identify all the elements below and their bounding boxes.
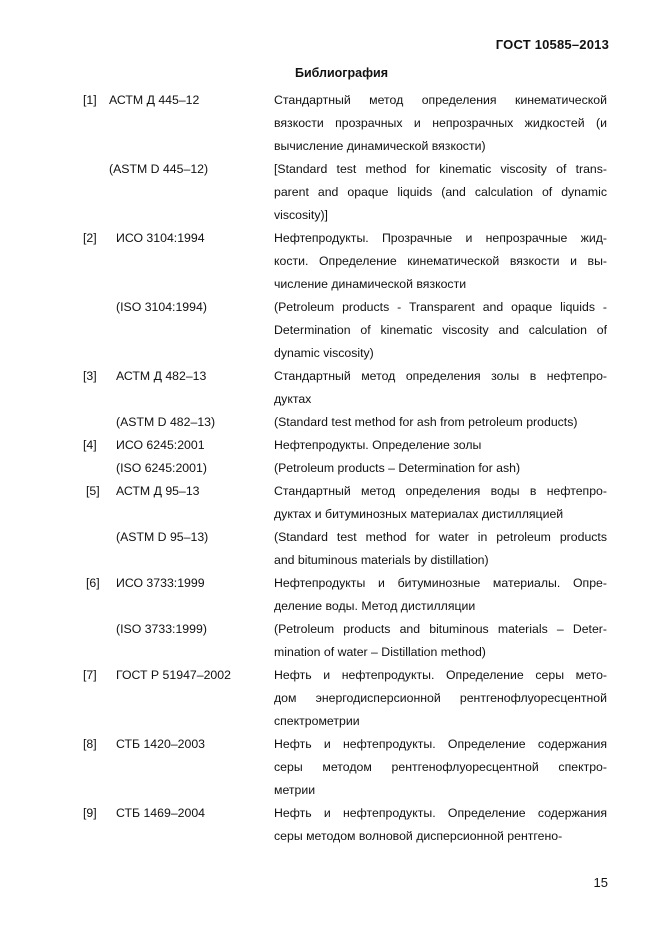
entry-description	[274, 526, 607, 572]
entry-standard-code: АСТМ Д 95–13	[116, 484, 200, 498]
entry-number: [7]	[83, 668, 97, 682]
description-line: mination of water – Distillation method)	[274, 645, 486, 659]
description-line: Нефть и нефтепродукты. Определение содержания	[274, 737, 607, 751]
description-line: спектрометрии	[274, 714, 360, 728]
entry-description	[274, 664, 607, 733]
description-line: Determination of kinematic viscosity and calculation of	[274, 323, 607, 337]
entry-standard-code: (ISO 6245:2001)	[116, 461, 207, 475]
entry-standard-code: ИСО 6245:2001	[116, 438, 205, 452]
description-line: (Standard test method for water in petroleum products	[274, 530, 607, 544]
description-line: метрии	[274, 783, 316, 797]
description-line: вязкости прозрачных и непрозрачных жидкостей (и	[274, 116, 607, 130]
description-line: серы методом волновой дисперсионной рентгено-	[274, 829, 563, 843]
entry-description	[274, 618, 607, 664]
description-line: вычисление динамической вязкости)	[274, 139, 486, 153]
description-line: parent and opaque liquids (and calculation of dynamic	[274, 185, 607, 199]
entry-description	[274, 227, 607, 296]
bibliography-entry	[0, 618, 661, 664]
document-header: ГОСТ 10585–2013	[495, 37, 609, 52]
entry-standard-code: (ISO 3733:1999)	[116, 622, 207, 636]
description-line: Нефтепродукты. Прозрачные и непрозрачные жид-	[274, 231, 607, 245]
description-line: (Petroleum products - Transparent and opaque liquids -	[274, 300, 607, 314]
description-line: дуктах	[274, 392, 312, 406]
description-line: деление воды. Метод дистилляции	[274, 599, 476, 613]
entry-number: [6]	[86, 576, 100, 590]
description-line: Стандартный метод определения воды в нефтепро-	[274, 484, 607, 498]
bibliography-entry	[0, 457, 661, 480]
description-line: Нефть и нефтепродукты. Определение серы мето-	[274, 668, 607, 682]
description-line: dynamic viscosity)	[274, 346, 374, 360]
entry-description	[274, 89, 607, 158]
description-line: дуктах и битуминозных материалах дистилляцией	[274, 507, 564, 521]
entry-standard-code: АСТМ Д 445–12	[109, 93, 200, 107]
description-line: (Petroleum products and bituminous materials – Deter-	[274, 622, 607, 636]
description-line: Стандартный метод определения кинематической	[274, 93, 607, 107]
bibliography-entry	[0, 365, 661, 411]
bibliography-entry	[0, 89, 661, 158]
entry-description	[274, 434, 607, 457]
entry-description	[274, 572, 607, 618]
entry-number: [9]	[83, 806, 97, 820]
bibliography-entry	[0, 802, 661, 848]
entry-standard-code: АСТМ Д 482–13	[116, 369, 207, 383]
entry-number: [4]	[83, 438, 97, 452]
bibliography-entry	[0, 733, 661, 802]
description-line: числение динамической вязкости	[274, 277, 467, 291]
description-line: кости. Определение кинематической вязкости и вы-	[274, 254, 607, 268]
entry-standard-code: ИСО 3733:1999	[116, 576, 205, 590]
entry-description	[274, 411, 607, 434]
bibliography-entry	[0, 227, 661, 296]
description-line: (Standard test method for ash from petroleum products)	[274, 415, 578, 429]
entry-description	[274, 480, 607, 526]
bibliography-entry	[0, 296, 661, 365]
bibliography-title: Библиография	[294, 66, 389, 80]
entry-standard-code: (ASTM D 482–13)	[116, 415, 216, 429]
description-line: Стандартный метод определения золы в нефтепро-	[274, 369, 607, 383]
description-line: Нефтепродукты. Определение золы	[274, 438, 482, 452]
bibliography-entry	[0, 158, 661, 227]
bibliography-entry	[0, 572, 661, 618]
bibliography-entry	[0, 480, 661, 526]
entry-description	[274, 733, 607, 802]
description-line: and bituminous materials by distillation)	[274, 553, 489, 567]
entry-number: [1]	[83, 93, 97, 107]
entry-number: [5]	[86, 484, 100, 498]
entry-standard-code: (ASTM D 95–13)	[116, 530, 209, 544]
description-line: [Standard test method for kinematic viscosity of trans-	[274, 162, 607, 176]
entry-standard-code: ИСО 3104:1994	[116, 231, 205, 245]
entry-number: [3]	[83, 369, 97, 383]
bibliography-entry	[0, 664, 661, 733]
entry-description	[274, 457, 607, 480]
entry-standard-code: СТБ 1420–2003	[116, 737, 206, 751]
entry-standard-code: (ASTM D 445–12)	[109, 162, 209, 176]
entry-description	[274, 802, 607, 848]
entry-standard-code: ГОСТ Р 51947–2002	[116, 668, 231, 682]
entry-description	[274, 296, 607, 365]
description-line: Нефтепродукты и битуминозные материалы. Опре-	[274, 576, 607, 590]
bibliography-entry	[0, 434, 661, 457]
entry-number: [8]	[83, 737, 97, 751]
bibliography-entry	[0, 526, 661, 572]
entry-number: [2]	[83, 231, 97, 245]
description-line: viscosity)]	[274, 208, 328, 222]
description-line: серы методом рентгенофлуоресцентной спектро-	[274, 760, 607, 774]
entry-standard-code: СТБ 1469–2004	[116, 806, 206, 820]
entry-standard-code: (ISO 3104:1994)	[116, 300, 207, 314]
description-line: (Petroleum products – Determination for ash)	[274, 461, 521, 475]
bibliography-list	[0, 89, 661, 848]
bibliography-entry	[0, 411, 661, 434]
description-line: дом энергодисперсионной рентгенофлуоресцентной	[274, 691, 607, 705]
description-line: Нефть и нефтепродукты. Определение содержания	[274, 806, 607, 820]
entry-description	[274, 365, 607, 411]
page-number: 15	[593, 875, 608, 890]
entry-description	[274, 158, 607, 227]
